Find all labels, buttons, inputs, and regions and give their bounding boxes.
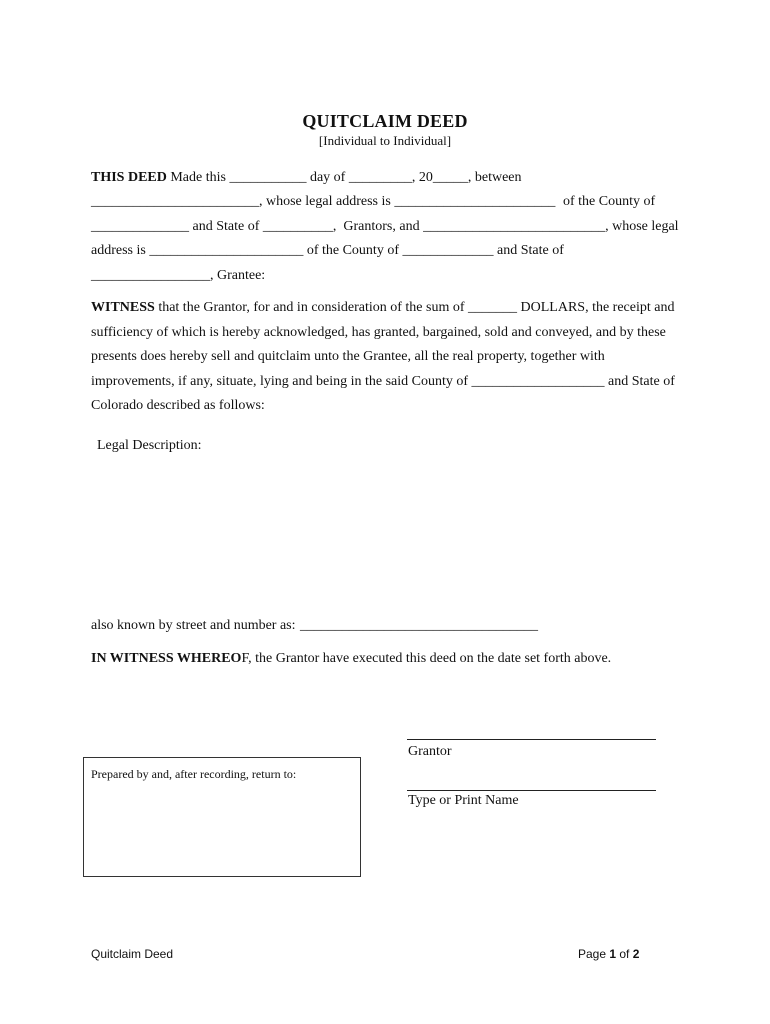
grantor-address-field[interactable]: _______________________ — [394, 194, 556, 209]
document-title: QUITCLAIM DEED — [302, 111, 468, 131]
witness-line-2: sufficiency of which is hereby acknowledged, has granted, bargained, sold and conveyed, and by these — [91, 325, 666, 340]
deed-line-5: _________________, Grantee: — [91, 268, 266, 283]
grantee-state-field[interactable]: _________________ — [91, 268, 210, 283]
grantor-county-field[interactable]: ______________ — [91, 219, 189, 234]
deed-line-4: address is ______________________ of the County of _____________ and State of — [91, 243, 564, 258]
this-deed-heading: THIS DEED — [91, 170, 167, 185]
print-name-label: Type or Print Name — [408, 793, 519, 808]
current-page: 1 — [609, 947, 617, 961]
prepared-by-box[interactable] — [83, 757, 361, 877]
street-address-field[interactable]: __________________________________ — [300, 618, 538, 633]
witness-line-4: improvements, if any, situate, lying and being in the said County of ___________________ and State of — [91, 374, 675, 389]
page-number: Page 1 of 2 — [578, 947, 640, 961]
grantee-name-field[interactable]: __________________________ — [423, 219, 606, 234]
of-county-text: of the County of — [563, 194, 656, 209]
sum-field[interactable]: _______ — [468, 300, 518, 315]
deed-line-2: ________________________, whose legal address is _______________________ — [91, 194, 556, 209]
in-witness-heading: IN WITNESS WHEREO — [91, 651, 242, 666]
grantee-county-field[interactable]: _____________ — [402, 243, 494, 258]
prepared-by-label: Prepared by and, after recording, return to: — [91, 767, 297, 781]
year-field[interactable]: _____ — [432, 170, 468, 185]
in-witness-line: IN WITNESS WHEREOF, the Grantor have executed this deed on the date set forth above. — [91, 651, 612, 666]
document-subtitle: [Individual to Individual] — [318, 133, 452, 148]
footer-title: Quitclaim Deed — [91, 947, 174, 961]
deed-line-3: ______________ and State of __________, Grantors, and __________________________, whose legal — [91, 219, 679, 234]
month-field[interactable]: _________ — [348, 170, 412, 185]
print-name-line[interactable] — [407, 790, 656, 791]
witness-line-5: Colorado described as follows: — [91, 398, 265, 413]
deed-line-1: THIS DEED Made this ___________ day of _________, 20_____, between — [91, 170, 522, 185]
grantee-address-field[interactable]: ______________________ — [149, 243, 304, 258]
grantor-state-field[interactable]: __________ — [262, 219, 333, 234]
grantor-name-field[interactable]: ________________________ — [91, 194, 259, 209]
property-county-field[interactable]: ___________________ — [471, 374, 605, 389]
grantor-label: Grantor — [408, 744, 452, 759]
witness-line-1: WITNESS that the Grantor, for and in consideration of the sum of _______ DOLLARS, the receipt and — [91, 300, 675, 315]
witness-line-3: presents does hereby sell and quitclaim unto the Grantee, all the real property, together with — [91, 349, 605, 364]
legal-description-label: Legal Description: — [97, 438, 202, 453]
also-known-label: also known by street and number as: — [91, 618, 296, 633]
total-pages: 2 — [632, 947, 640, 961]
grantor-signature-line[interactable] — [407, 739, 656, 740]
day-field[interactable]: ___________ — [229, 170, 307, 185]
witness-heading: WITNESS — [91, 300, 155, 315]
